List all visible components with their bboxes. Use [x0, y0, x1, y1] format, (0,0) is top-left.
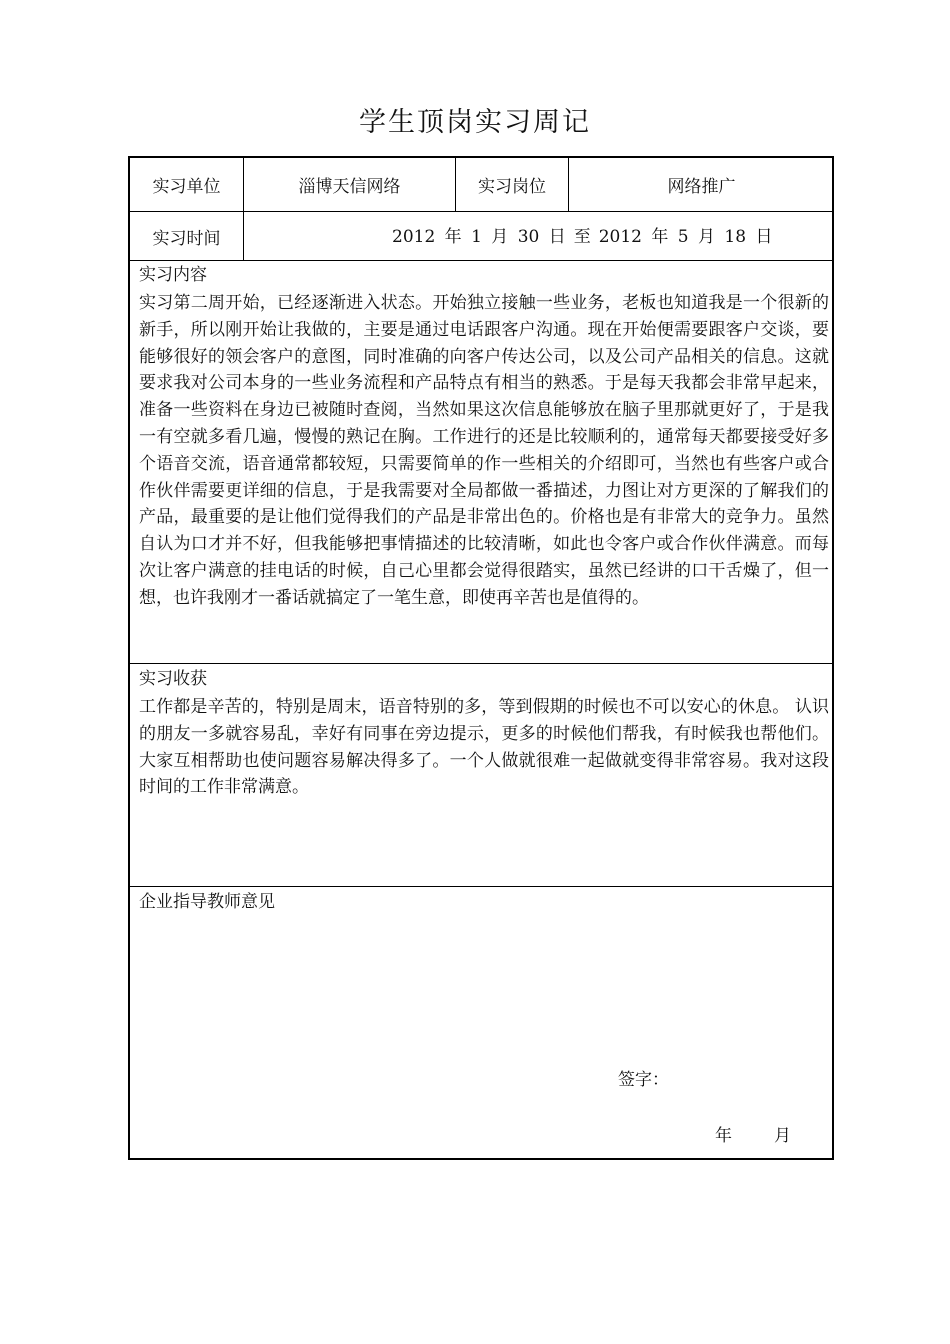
internship-period [244, 210, 834, 259]
post-value: 网络推广 [667, 177, 736, 197]
page-title: 学生顶岗实习周记 [359, 107, 591, 138]
unit-value: 淄博天信网络 [298, 177, 401, 197]
month-label: 月 [774, 1126, 791, 1146]
end-date: 2012 年 5 月 18 日 [598, 227, 773, 247]
row-divider [130, 260, 832, 261]
post-label: 实习岗位 [478, 177, 546, 197]
time-label: 实习时间 [152, 228, 221, 249]
row-divider [130, 886, 832, 887]
content-label: 实习内容 [139, 265, 207, 285]
row-divider [130, 663, 832, 664]
start-date: 2012 年 1 月 30 日 [392, 227, 566, 247]
year-label: 年 [715, 1126, 732, 1146]
date-separator: 至 [573, 227, 591, 247]
signature-label: 签字： [618, 1070, 669, 1090]
journal-table [128, 156, 834, 1160]
opinion-label: 企业指导教师意见 [139, 892, 275, 912]
unit-label: 实习单位 [152, 177, 221, 197]
gains-text: 工作都是辛苦的，特别是周末，语音特别的多，等到假期的时候也不可以安心的休息。 认识的朋友一多就容易乱，幸好有同事在旁边提示，更多的时候他们帮我，有时候我也帮他们。大家互相帮助也使问题容易解决得多了。一个人做就很难一起做就变得非常容易。我对这段时间的工作非常满意。 [139, 697, 829, 798]
content-text: 实习第二周开始，已经逐渐进入状态。开始独立接触一些业务，老板也知道我是一个很新的新手，所以刚开始让我做的，主要是通过电话跟客户沟通。现在开始便需要跟客户交谈，要能够很好的领会客户的意图，同时准确的向客户传达公司，以及公司产品相关的信息。这就要求我对公司本身的一些业务流程和产品特点有相当的熟悉。于是每天我都会非常早起来，准备一些资料在身边已被随时查阅，当然如果这次信息能够放在脑子里那就更好了，于是我一有空就多看几遍，慢慢的熟记在胸。工作进行的还是比较顺利的，通常每天都要接受好多个语音交流，语音通常都较短，只需要简单的作一些相关的介绍即可，当然也有些客户或合作伙伴需要更详细的信息，于是我需要对全局都做一番描述，力图让对方更深的了解我们的产品，最重要的是让他们觉得我们的产品是非常出色的。价格也是有非常大的竞争力。虽然自认为口才并不好，但我能够把事情描述的比较清晰，如此也令客户或合作伙伴满意。而每次让客户满意的挂电话的时候，自己心里都会觉得很踏实，虽然已经讲的口干舌燥了，但一想，也许我刚才一番话就搞定了一笔生意，即使再辛苦也是值得的。 [139, 293, 829, 608]
gains-label: 实习收获 [139, 669, 207, 689]
